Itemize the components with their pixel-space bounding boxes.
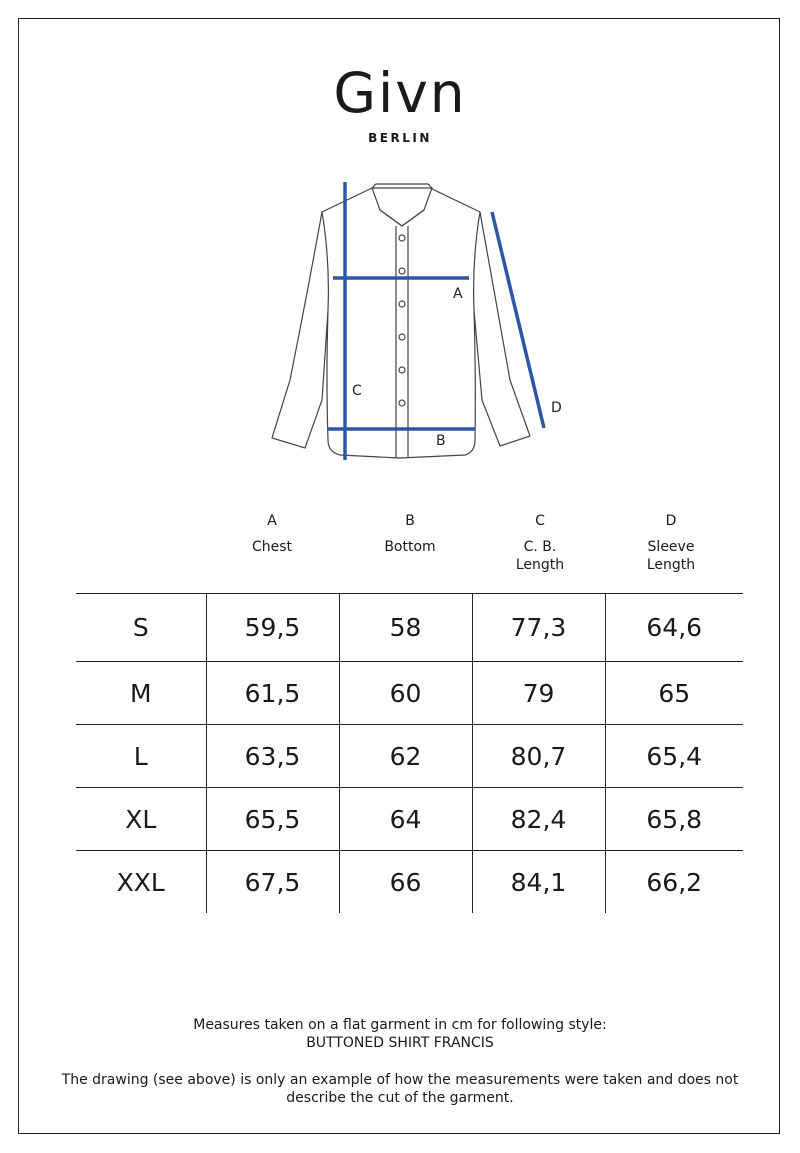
- value-cell: 65,5: [206, 788, 339, 851]
- column-header-bottom: [345, 512, 475, 556]
- value-cell: 65,8: [605, 788, 743, 851]
- column-name: C. B. Length: [515, 539, 565, 573]
- table-row: [76, 725, 743, 788]
- column-letter: B: [405, 513, 415, 529]
- value-cell: 67,5: [206, 851, 339, 914]
- value-cell: 65,4: [605, 725, 743, 788]
- label-c: C: [352, 383, 362, 399]
- value-cell: 61,5: [206, 662, 339, 725]
- value-cell: 59,5: [206, 594, 339, 662]
- column-header-chest: [207, 512, 337, 556]
- value-cell: 84,1: [472, 851, 605, 914]
- brand-logo: Givn: [333, 61, 467, 125]
- column-letter: D: [665, 513, 677, 529]
- shirt-measurement-diagram: [0, 0, 800, 480]
- size-cell: L: [133, 741, 148, 771]
- measure-note-line: Measures taken on a flat garment in cm for following style:: [193, 1017, 607, 1033]
- value-cell: 64,6: [605, 594, 743, 662]
- value-cell: 60: [339, 662, 472, 725]
- measurement-lines: [327, 182, 544, 460]
- measure-note: [40, 1016, 760, 1052]
- table-row: [76, 662, 743, 725]
- size-table: [76, 593, 743, 913]
- value-cell: 63,5: [206, 725, 339, 788]
- value-cell: 79: [472, 662, 605, 725]
- value-cell: 66: [339, 851, 472, 914]
- table-row: [76, 594, 743, 662]
- value-cell: 62: [339, 725, 472, 788]
- value-cell: 66,2: [605, 851, 743, 914]
- table-row: [76, 788, 743, 851]
- column-header-sleeve-length: [606, 512, 736, 574]
- disclaimer: The drawing (see above) is only an example of how the measurements were taken and does not describe the cut of the garment.: [61, 1072, 739, 1106]
- column-name: Sleeve Length: [646, 539, 696, 573]
- value-cell: 80,7: [472, 725, 605, 788]
- size-cell: S: [132, 613, 149, 642]
- label-d: D: [551, 400, 562, 416]
- column-name: Chest: [251, 539, 293, 555]
- label-a: A: [453, 286, 463, 302]
- column-name: Bottom: [384, 539, 436, 555]
- value-cell: 65: [605, 662, 743, 725]
- value-cell: 64: [339, 788, 472, 851]
- column-header-cb-length: [475, 512, 605, 574]
- value-cell: 58: [339, 594, 472, 662]
- label-b: B: [436, 433, 446, 449]
- size-cell: XXL: [116, 867, 165, 897]
- value-cell: 82,4: [472, 788, 605, 851]
- size-cell: M: [129, 678, 152, 708]
- column-letter: A: [267, 513, 277, 529]
- style-name: BUTTONED SHIRT FRANCIS: [306, 1035, 494, 1051]
- column-letter: C: [535, 513, 545, 529]
- brand-city: BERLIN: [368, 131, 432, 145]
- size-cell: XL: [125, 804, 157, 834]
- value-cell: 77,3: [472, 594, 605, 662]
- table-row: [76, 851, 743, 914]
- shirt-outline: [272, 184, 530, 458]
